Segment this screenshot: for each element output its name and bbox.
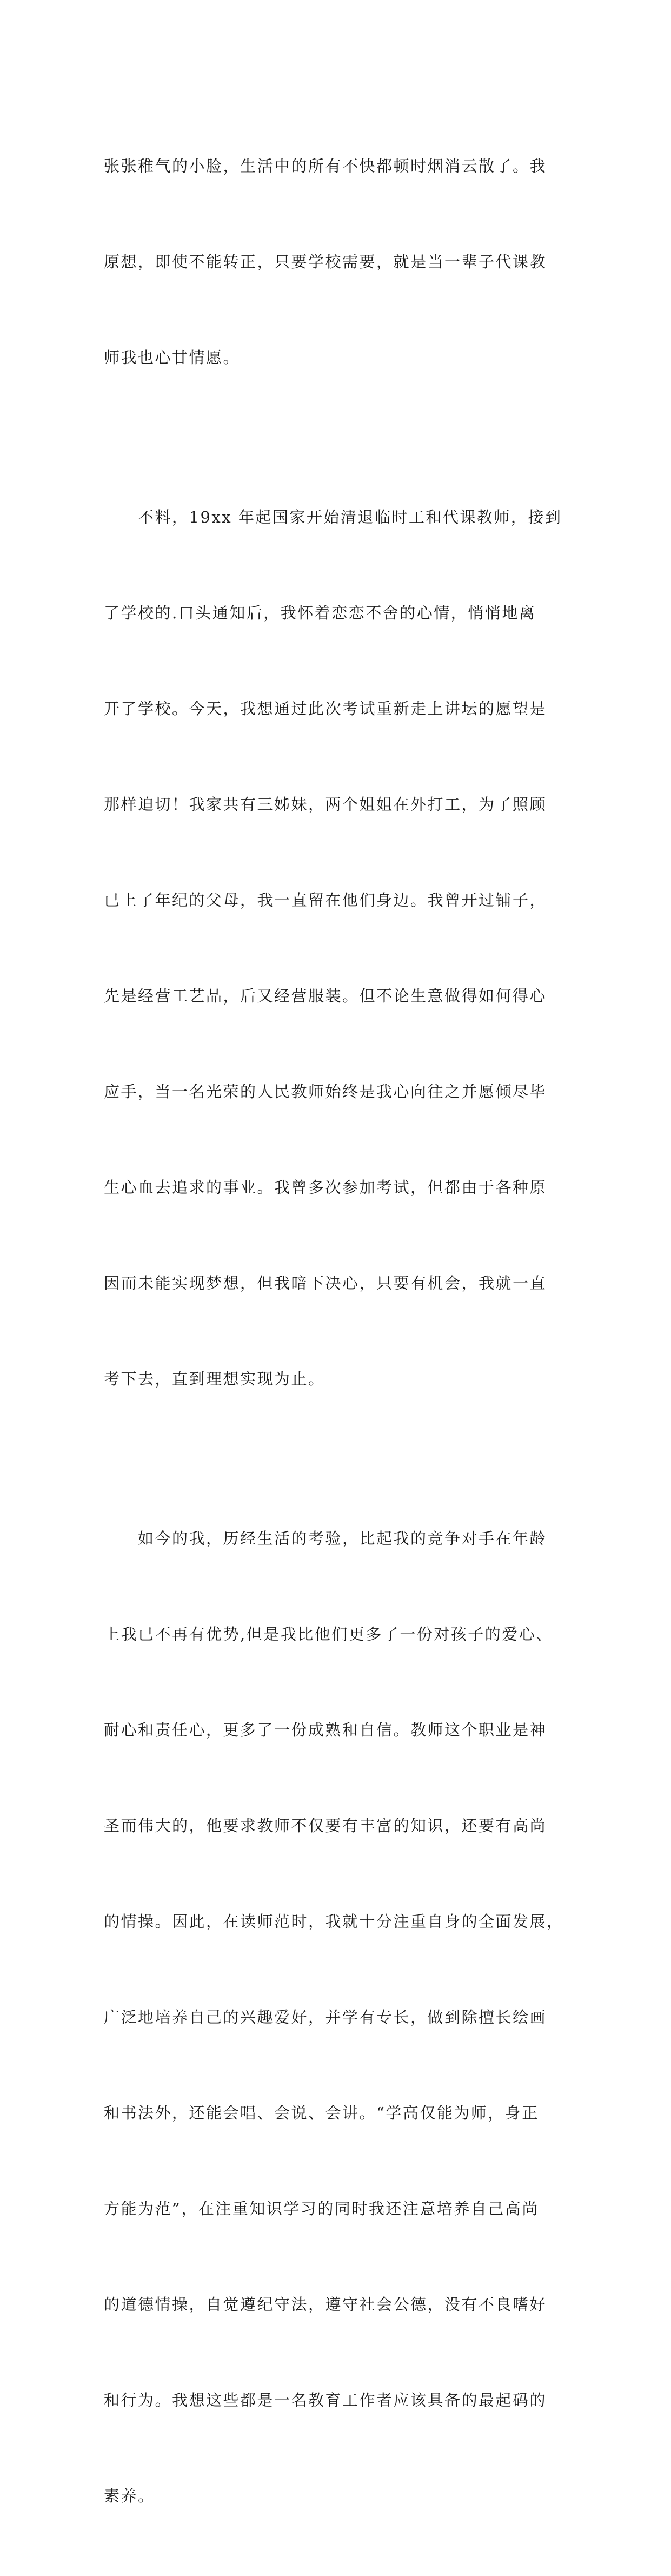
text-line: 开了学校。今天，我想通过此次考试重新走上讲坛的愿望是 — [104, 699, 547, 718]
text-line: 因而未能实现梦想，但我暗下决心，只要有机会，我就一直 — [104, 1274, 547, 1292]
text-line: 方能为范”，在注重知识学习的同时我还注意培养自己高尚 — [104, 2199, 539, 2218]
text-line: 素养。 — [104, 2487, 155, 2505]
paragraph-1 — [104, 87, 569, 438]
text-line: 的道德情操，自觉遵纪守法，遵守社会公德，没有不良嗜好 — [104, 2295, 547, 2314]
text-line: 原想，即使不能转正，只要学校需要，就是当一辈子代课教 — [104, 253, 547, 271]
text-line: 如今的我，历经生活的考验，比起我的竞争对手在年龄 — [104, 1529, 547, 1548]
text-line: 圣而伟大的，他要求教师不仅要有丰富的知识，还要有高尚 — [104, 1817, 547, 1835]
text-line: 师我也心甘情愿。 — [104, 348, 241, 367]
body-text — [104, 87, 569, 2576]
text-line: 张张稚气的小脸，生活中的所有不快都顿时烟消云散了。我 — [104, 157, 547, 175]
text-line: 先是经营工艺品，后又经营服装。但不论生意做得如何得心 — [104, 987, 547, 1005]
text-line: 广泛地培养自己的兴趣爱好，并学有专长，做到除擅长绘画 — [104, 2008, 547, 2026]
text-line: 已上了年纪的父母，我一直留在他们身边。我曾开过铺子， — [104, 891, 547, 909]
text-line: 的情操。因此，在读师范时，我就十分注重自身的全面发展， — [104, 1912, 564, 1931]
text-line: 和书法外，还能会唱、会说、会讲。“学高仅能为师，身正 — [104, 2104, 539, 2122]
text-line: 生心血去追求的事业。我曾多次参加考试，但都由于各种原 — [104, 1178, 547, 1197]
text-line: 上我已不再有优势,但是我比他们更多了一份对孩子的爱心、 — [104, 1625, 553, 1643]
text-line: 考下去，直到理想实现为止。 — [104, 1370, 325, 1388]
text-line: 和行为。我想这些都是一名教育工作者应该具备的最起码的 — [104, 2391, 547, 2409]
paragraph-2 — [104, 438, 569, 1459]
text-line: 应手，当一名光荣的人民教师始终是我心向往之并愿倾尽毕 — [104, 1082, 547, 1101]
text-line: 那样迫切！我家共有三姊妹，两个姐姐在外打工，为了照顾 — [104, 795, 547, 814]
paragraph-3 — [104, 1459, 569, 2576]
text-line: 耐心和责任心，更多了一份成熟和自信。教师这个职业是神 — [104, 1721, 547, 1739]
text-line: 了学校的.口头通知后，我怀着恋恋不舍的心情，悄悄地离 — [104, 604, 536, 622]
text-line: 不料，19xx 年起国家开始清退临时工和代课教师，接到 — [104, 508, 562, 526]
